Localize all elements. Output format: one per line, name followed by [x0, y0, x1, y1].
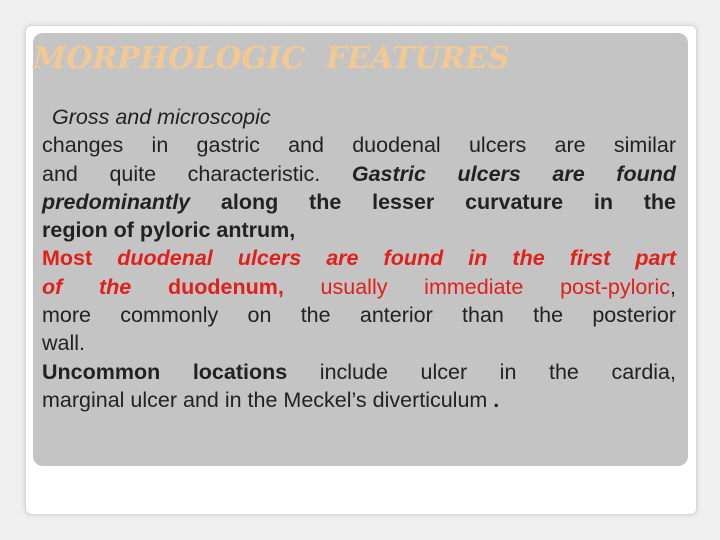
p2-line-2-bold: duodenum,	[131, 274, 284, 299]
p2-line-1-emphasis: duodenal ulcers are found in the first part	[117, 246, 677, 271]
p3-line-1	[42, 358, 676, 386]
p1-line-2	[42, 131, 676, 159]
p2-line-3-text: more commonly on the anterior than the posterior	[42, 303, 676, 328]
p2-line-4	[42, 329, 676, 357]
p2-line-2-plain: usually immediate post-pyloric	[283, 274, 670, 299]
p1-line-4-emphasis: predominantly	[42, 189, 191, 214]
p1-line-1	[42, 103, 676, 131]
p2-line-3	[42, 301, 676, 329]
p1-line-5-bold: region of pyloric antrum,	[42, 218, 296, 243]
p1-line-3-plain: and quite characteristic.	[42, 161, 352, 186]
p1-line-4	[42, 188, 676, 216]
p3-line-2	[42, 386, 676, 414]
p2-line-2-comma: ,	[670, 274, 676, 299]
p2-line-2-emphasis: of the	[42, 274, 132, 299]
p1-line-1-text: Gross and microscopic	[52, 105, 271, 129]
p1-line-4-bold: along the lesser curvature in the	[190, 189, 676, 214]
p3-line-1-bold: Uncommon locations	[42, 359, 288, 384]
p3-line-1-plain: include ulcer in the cardia,	[287, 359, 676, 384]
p3-line-2-text: marginal ulcer and in the Meckel’s diverticulum	[42, 387, 488, 412]
p2-line-2	[42, 273, 676, 301]
p1-line-3-emphasis: Gastric ulcers are found	[351, 161, 676, 186]
p1-line-5	[42, 216, 676, 244]
p2-line-1	[42, 244, 676, 272]
p3-line-2-end: .	[487, 387, 500, 412]
p1-line-2-text: changes in gastric and duodenal ulcers are similar	[42, 133, 676, 158]
p1-line-3	[42, 160, 676, 188]
p2-line-1-bold: Most	[42, 246, 118, 271]
slide-body	[42, 103, 676, 414]
p2-line-4-text: wall.	[42, 331, 86, 356]
slide-title: MORPHOLOGIC FEATURES	[33, 41, 510, 76]
